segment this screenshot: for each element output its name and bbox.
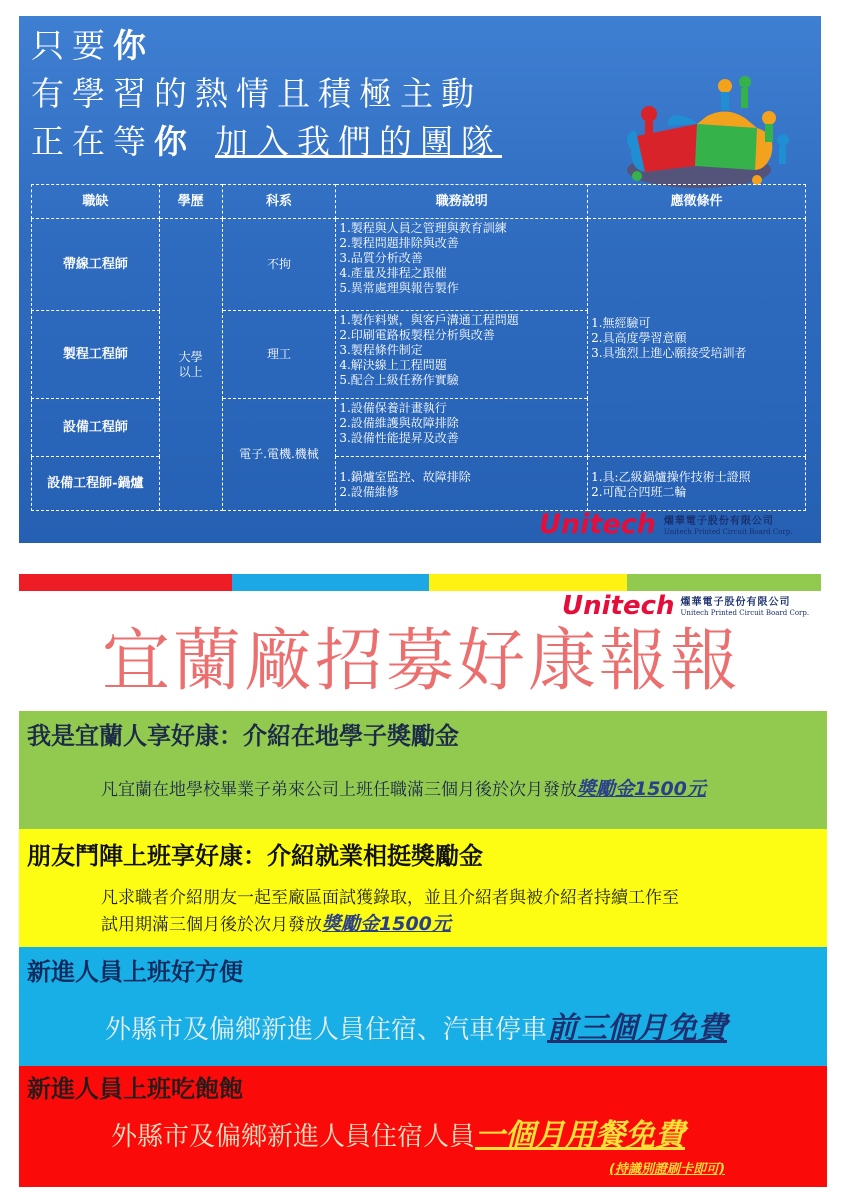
header-position: 職缺 <box>32 185 160 219</box>
benefit-section-local-student <box>19 711 827 829</box>
section-highlight: 獎勵金1500元 <box>577 778 706 800</box>
duty-item: 1.製作料號，與客戶溝通工程問題 <box>339 313 519 327</box>
header-education: 學歷 <box>159 185 222 219</box>
header-department: 科系 <box>222 185 336 219</box>
logo-chinese-name: 燿華電子股份有限公司 <box>680 597 791 608</box>
color-stripe-bar <box>19 574 821 591</box>
duty-item: 3.設備性能提昇及改善 <box>339 431 459 445</box>
department-cell: 不拘 <box>222 219 336 311</box>
table-row <box>32 219 806 311</box>
duties-cell <box>336 457 588 511</box>
headline-line1 <box>31 26 146 66</box>
duties-cell <box>336 399 588 457</box>
section-text: 試用期滿三個月後於次月發放 <box>101 915 322 935</box>
duty-item: 3.品質分析改善 <box>339 251 423 265</box>
education-cell <box>159 219 222 511</box>
section-heading: 新進人員上班吃飽飽 <box>27 1075 243 1103</box>
logo-english-name: Unitech Printed Circuit Board Corp. <box>680 609 810 617</box>
logo-wordmark: Unitech <box>562 591 675 621</box>
benefit-section-meals <box>19 1066 827 1187</box>
requirements-cell <box>588 457 806 511</box>
section-highlight: 前三個月免費 <box>547 1011 728 1046</box>
section-body <box>111 1118 685 1155</box>
logo-wordmark: Unitech <box>539 509 656 540</box>
logo-text <box>664 516 793 537</box>
logo-chinese-name: 燿華電子股份有限公司 <box>663 516 774 527</box>
section-text: 外縣市及偏鄉新進人員住宿人員 <box>111 1122 476 1152</box>
benefit-section-referral <box>19 829 827 947</box>
section-note: (持識別證刷卡即可) <box>609 1162 725 1177</box>
duty-item: 2.製程問題排除與改善 <box>339 236 459 250</box>
section-text: 凡求職者介紹朋友一起至廠區面試獲錄取，並且介紹者與被介紹者持續工作至 <box>101 888 679 908</box>
duty-item: 2.印刷電路板製程分析與改善 <box>339 328 495 342</box>
logo-text <box>681 597 810 618</box>
requirement-item: 2.具高度學習意願 <box>591 331 687 345</box>
duty-item: 1.鍋爐室監控、故障排除 <box>339 469 471 484</box>
section-highlight: 一個月用餐免費 <box>475 1118 686 1153</box>
duty-item: 1.製程與人員之管理與教育訓練 <box>339 221 507 235</box>
stripe-blue <box>232 574 429 591</box>
duty-item: 2.設備維修 <box>339 484 399 499</box>
duty-item: 4.解決線上工程問題 <box>339 358 447 372</box>
stripe-yellow <box>429 574 627 591</box>
header-requirements: 應徵條件 <box>588 185 806 219</box>
requirement-item: 2.可配合四班二輪 <box>591 484 687 499</box>
duties-cell <box>336 311 588 399</box>
job-title: 帶線工程師 <box>32 219 160 311</box>
duty-item: 4.產量及排程之跟催 <box>339 266 447 280</box>
job-title: 製程工程師 <box>32 311 160 399</box>
headline-line3-you: 你 <box>154 122 187 161</box>
department-cell: 理工 <box>222 311 336 399</box>
stripe-green <box>627 574 821 591</box>
section-text: 凡宜蘭在地學校畢業子弟來公司上班任職滿三個月後於次月發放 <box>101 780 577 800</box>
company-logo <box>539 511 792 539</box>
table-row <box>32 457 806 511</box>
section-heading: 我是宜蘭人享好康：介紹在地學子獎勵金 <box>27 722 459 750</box>
header-duties: 職務說明 <box>336 185 588 219</box>
requirement-item: 1.具:乙級鍋爐操作技術士證照 <box>591 469 751 484</box>
section-heading: 朋友鬥陣上班享好康：介紹就業相挺獎勵金 <box>27 842 483 870</box>
section-heading: 新進人員上班好方便 <box>27 958 243 986</box>
headline-line3 <box>31 122 502 162</box>
education-line: 以上 <box>178 364 203 379</box>
requirements-cell <box>588 219 806 457</box>
requirement-item: 1.無經驗可 <box>591 316 651 330</box>
logo-english-name: Unitech Printed Circuit Board Corp. <box>663 528 793 536</box>
education-line: 大學 <box>178 349 203 364</box>
job-openings-table <box>31 184 806 511</box>
requirement-item: 3.具強烈上進心願接受培訓者 <box>591 346 747 360</box>
duty-item: 5.配合上級任務作實驗 <box>339 373 459 387</box>
headline-line1-text: 只要 <box>31 26 113 65</box>
company-logo <box>562 592 809 620</box>
table-header-row <box>32 185 806 219</box>
duties-cell <box>336 219 588 311</box>
job-title: 設備工程師 <box>32 399 160 457</box>
headline-line3-text: 正在等 <box>31 122 154 161</box>
job-title: 設備工程師-鍋爐 <box>32 457 160 511</box>
duty-item: 2.設備維護與故障排除 <box>339 416 459 430</box>
job-poster <box>19 16 821 543</box>
duty-item: 3.製程條件制定 <box>339 343 423 357</box>
stripe-red <box>19 574 232 591</box>
headline-line2: 有學習的熱情且積極主動 <box>31 74 482 113</box>
section-body <box>101 777 706 802</box>
duty-item: 5.異常處理與報告製作 <box>339 281 459 295</box>
headline-line1-you: 你 <box>113 26 146 65</box>
section-body <box>101 885 679 938</box>
section-highlight: 獎勵金1500元 <box>322 913 451 935</box>
benefit-section-housing-parking <box>19 947 827 1066</box>
section-text: 外縣市及偏鄉新進人員住宿、汽車停車 <box>105 1015 548 1045</box>
duty-item: 1.設備保養計畫執行 <box>339 401 447 415</box>
banner-title: 宜蘭廠招募好康報報 <box>101 622 741 701</box>
department-cell: 電子.電機.機械 <box>222 399 336 511</box>
headline-join-team: 加入我們的團隊 <box>215 122 502 161</box>
section-body <box>105 1011 727 1048</box>
